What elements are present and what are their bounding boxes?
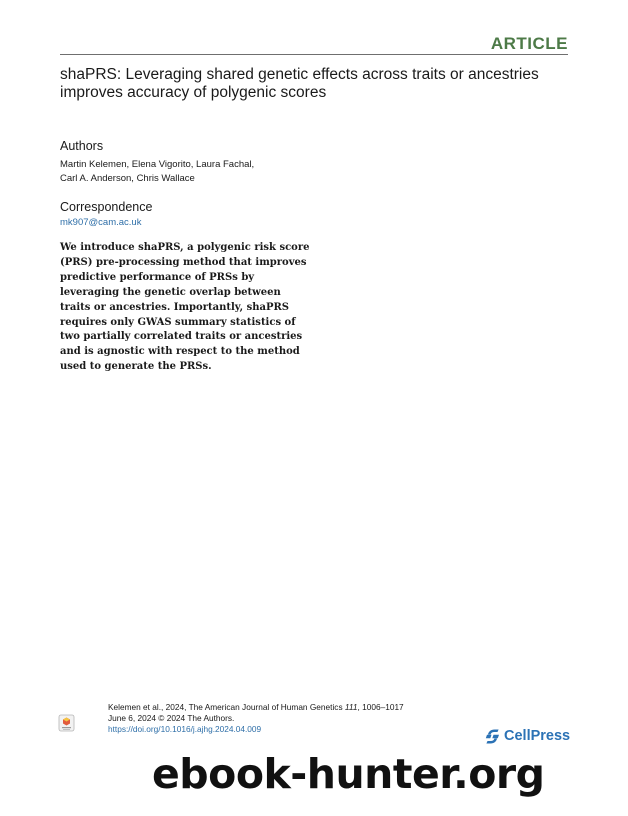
check-for-updates-icon[interactable] — [58, 714, 75, 732]
paper-title: shaPRS: Leveraging shared genetic effects across traits or ancestries improves accuracy of polygenic scores — [60, 66, 539, 101]
correspondence-heading: Correspondence — [60, 200, 153, 214]
citation-date: June 6, 2024 © 2024 The Authors. — [108, 713, 235, 723]
summary-paragraph: We introduce shaPRS, a polygenic risk score (PRS) pre-processing method that improves predictive performance of PRSs by leveraging the genetic overlap between traits or ancestries. Importantly, shaPRS requires only GWAS summary statistics of two partially correlated traits or ancestries and is agnostic with respect to the method used to generate the PRSs. — [60, 242, 310, 373]
doi-link[interactable]: https://doi.org/10.1016/j.ajhg.2024.04.009 — [108, 724, 262, 734]
cellpress-wordmark: CellPress — [504, 728, 571, 744]
citation-pages: , 1006–1017 — [357, 702, 404, 712]
header-divider — [60, 54, 568, 55]
article-type-label: ARTICLE — [490, 34, 568, 53]
authors-list — [60, 158, 320, 186]
authors-line-1: Martin Kelemen, Elena Vigorito, Laura Fachal, — [60, 159, 255, 170]
citation-authors-journal: Kelemen et al., 2024, The American Journal of Human Genetics — [108, 702, 345, 712]
correspondence-email-link[interactable]: mk907@cam.ac.uk — [60, 217, 142, 228]
citation-block — [108, 702, 428, 735]
watermark-text: ebook-hunter.org — [152, 750, 545, 798]
citation-volume: 111 — [344, 702, 358, 712]
cellpress-logo[interactable] — [484, 726, 570, 746]
cellpress-logo-icon — [484, 728, 501, 745]
authors-heading: Authors — [60, 139, 104, 153]
authors-line-2: Carl A. Anderson, Chris Wallace — [60, 173, 195, 184]
citation-reference — [108, 702, 428, 713]
